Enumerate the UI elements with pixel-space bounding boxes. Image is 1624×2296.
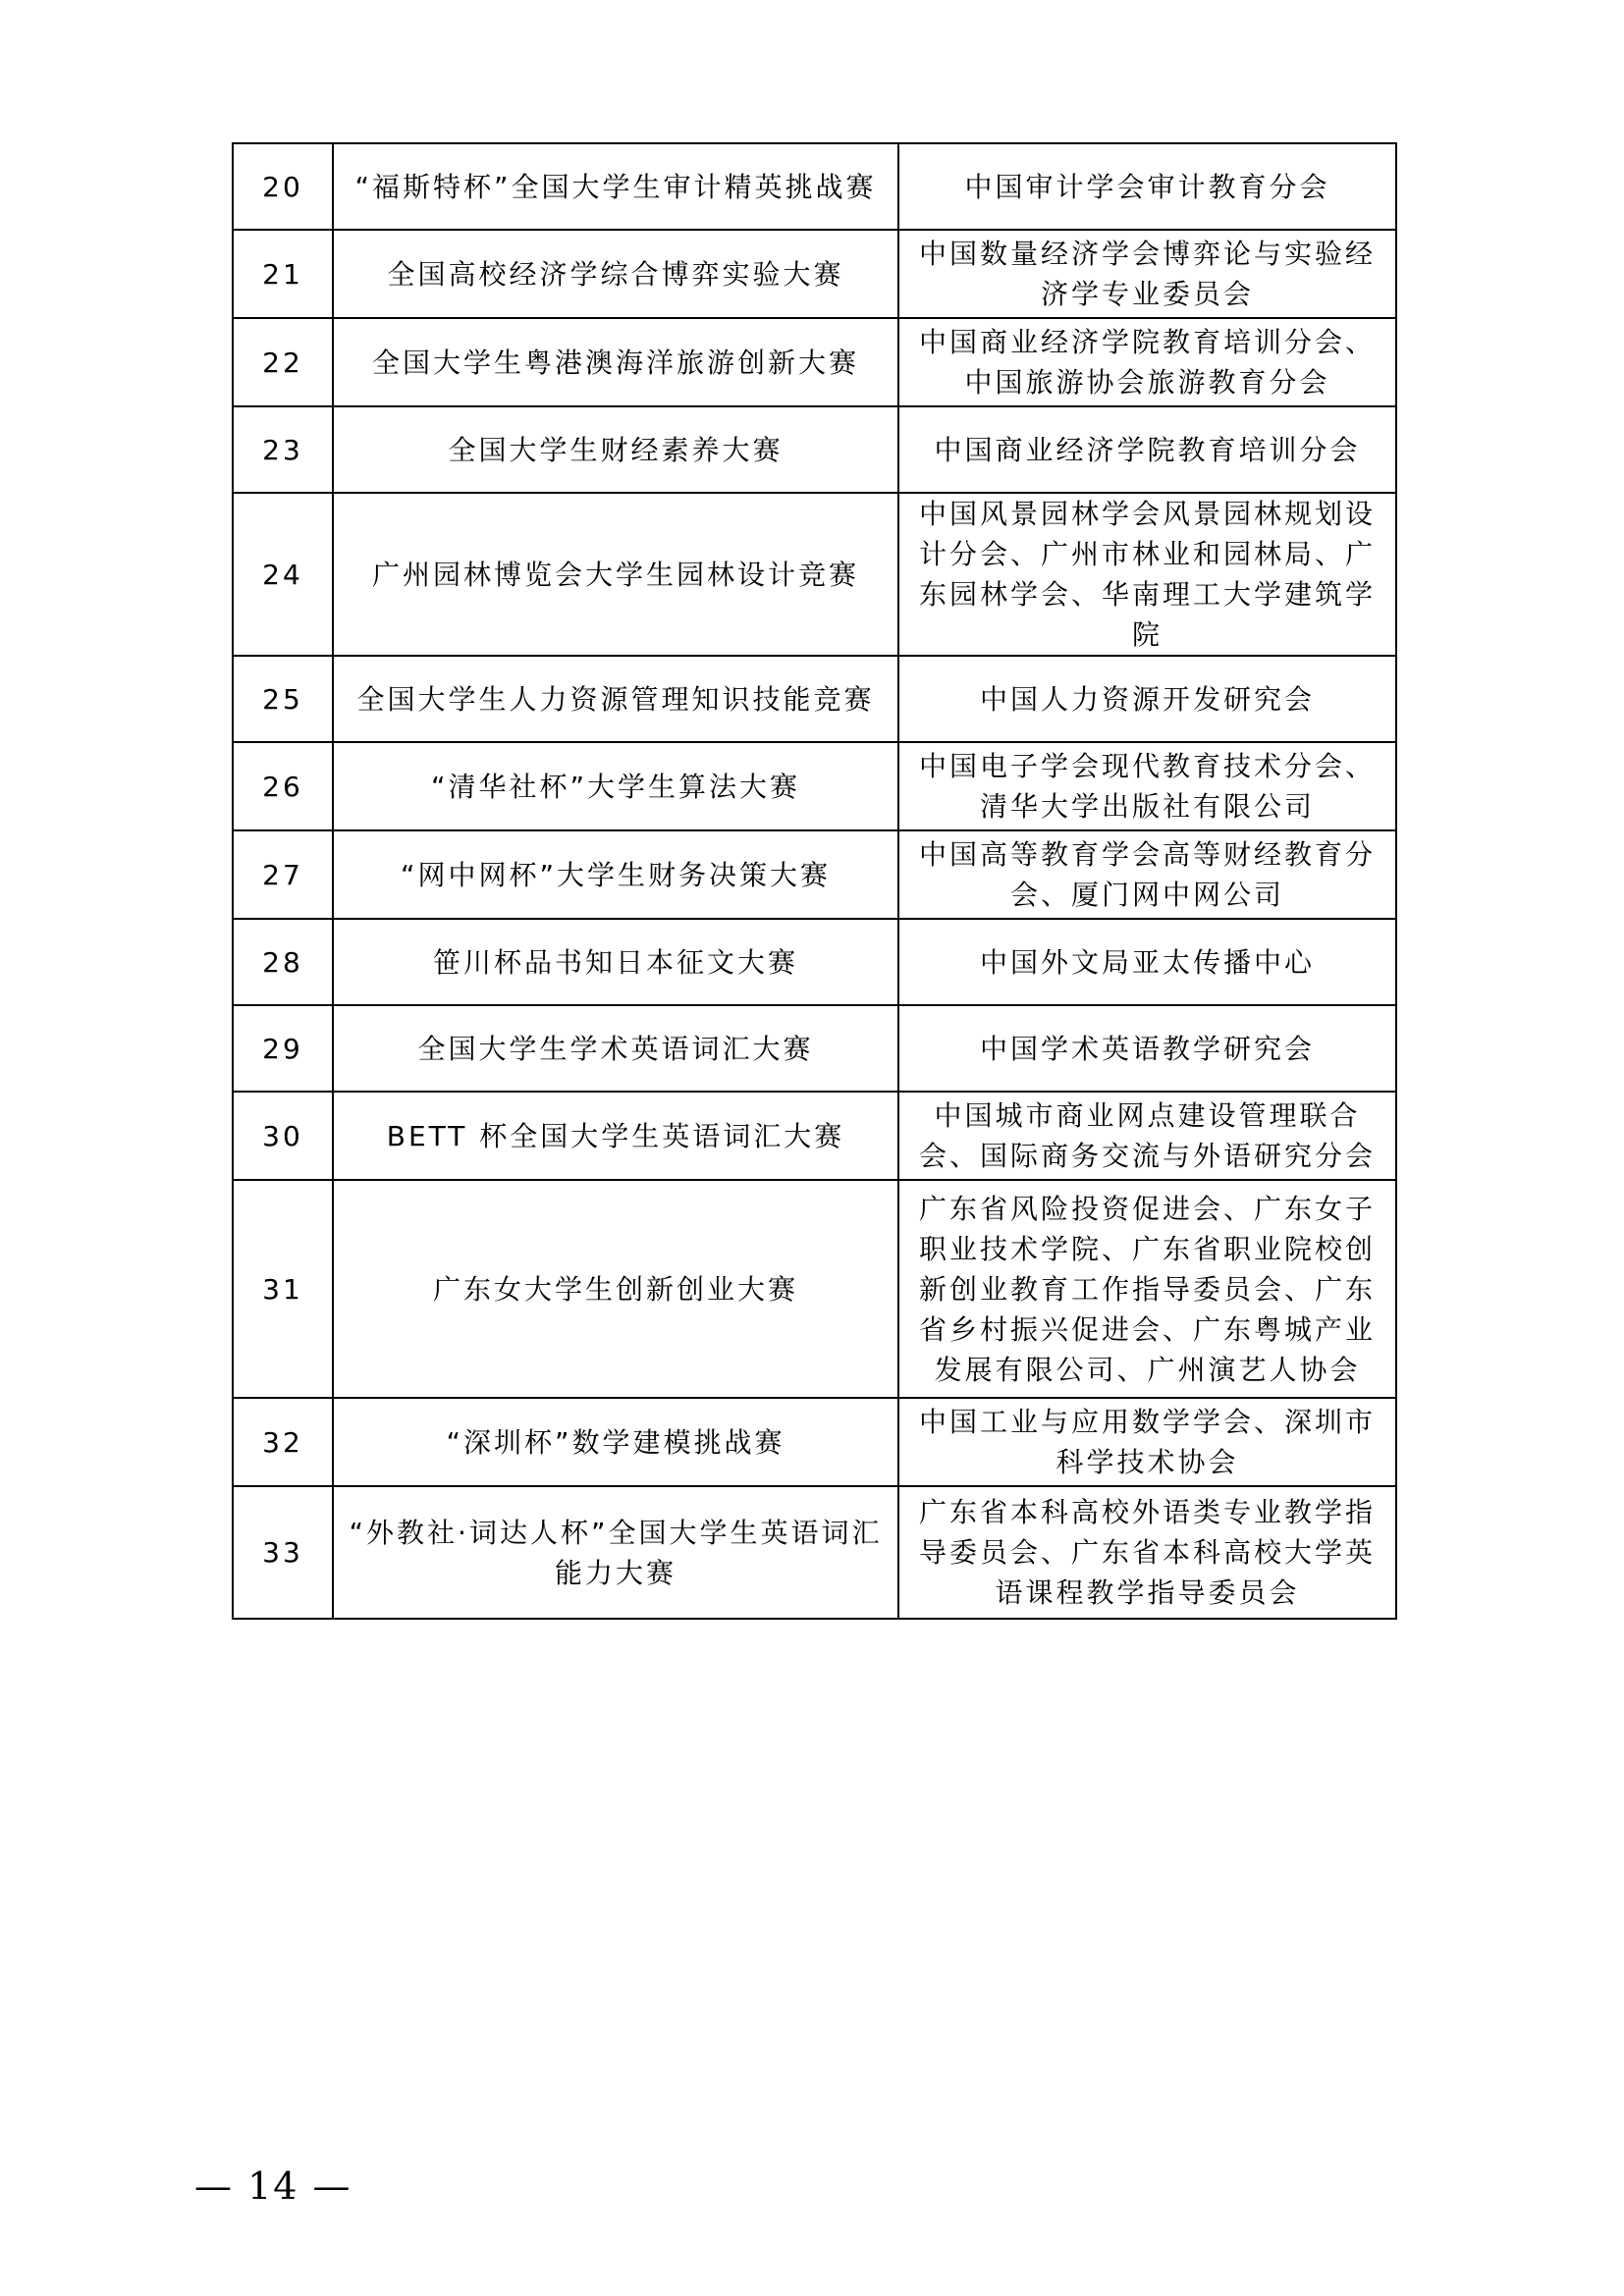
table-row [233,656,1396,742]
table-row [233,406,1396,493]
competition-name: “深圳杯”数学建模挑战赛 [333,1398,898,1486]
organizer: 中国商业经济学院教育培训分会 [898,406,1396,493]
organizer: 中国商业经济学院教育培训分会、中国旅游协会旅游教育分会 [898,318,1396,406]
organizer: 中国风景园林学会风景园林规划设计分会、广州市林业和园林局、广东园林学会、华南理工大学建筑学院 [898,493,1396,656]
competition-name: “福斯特杯”全国大学生审计精英挑战赛 [333,143,898,230]
row-number: 23 [233,406,333,493]
table-row [233,1005,1396,1092]
table-row [233,493,1396,656]
row-number: 21 [233,230,333,318]
row-number: 30 [233,1092,333,1180]
competition-name: BETT 杯全国大学生英语词汇大赛 [333,1092,898,1180]
competition-name: 广东女大学生创新创业大赛 [333,1180,898,1398]
competition-name: 全国大学生学术英语词汇大赛 [333,1005,898,1092]
page-number: — 14 — [194,2164,352,2208]
table-row [233,1398,1396,1486]
row-number: 26 [233,742,333,830]
table-row [233,830,1396,919]
row-number: 20 [233,143,333,230]
row-number: 28 [233,919,333,1005]
organizer: 中国人力资源开发研究会 [898,656,1396,742]
row-number: 29 [233,1005,333,1092]
organizer: 中国外文局亚太传播中心 [898,919,1396,1005]
organizer: 广东省本科高校外语类专业教学指导委员会、广东省本科高校大学英语课程教学指导委员会 [898,1486,1396,1619]
row-number: 22 [233,318,333,406]
table-row [233,230,1396,318]
competition-table [232,142,1397,1620]
table-row [233,143,1396,230]
organizer: 中国审计学会审计教育分会 [898,143,1396,230]
table-row [233,318,1396,406]
competition-name: 全国高校经济学综合博弈实验大赛 [333,230,898,318]
row-number: 32 [233,1398,333,1486]
organizer: 中国电子学会现代教育技术分会、清华大学出版社有限公司 [898,742,1396,830]
competition-name: 广州园林博览会大学生园林设计竞赛 [333,493,898,656]
table-row [233,1180,1396,1398]
organizer: 广东省风险投资促进会、广东女子职业技术学院、广东省职业院校创新创业教育工作指导委员会、广东省乡村振兴促进会、广东粤城产业发展有限公司、广州演艺人协会 [898,1180,1396,1398]
organizer: 中国学术英语教学研究会 [898,1005,1396,1092]
competition-name: “外教社·词达人杯”全国大学生英语词汇能力大赛 [333,1486,898,1619]
organizer: 中国数量经济学会博弈论与实验经济学专业委员会 [898,230,1396,318]
competition-name: “清华社杯”大学生算法大赛 [333,742,898,830]
competition-name: “网中网杯”大学生财务决策大赛 [333,830,898,919]
table-row [233,919,1396,1005]
row-number: 31 [233,1180,333,1398]
competition-name: 笹川杯品书知日本征文大赛 [333,919,898,1005]
row-number: 25 [233,656,333,742]
competition-name: 全国大学生粤港澳海洋旅游创新大赛 [333,318,898,406]
table-row [233,1486,1396,1619]
organizer: 中国城市商业网点建设管理联合会、国际商务交流与外语研究分会 [898,1092,1396,1180]
competition-name: 全国大学生人力资源管理知识技能竞赛 [333,656,898,742]
table-row [233,742,1396,830]
row-number: 24 [233,493,333,656]
competition-name: 全国大学生财经素养大赛 [333,406,898,493]
table-row [233,1092,1396,1180]
row-number: 33 [233,1486,333,1619]
organizer: 中国高等教育学会高等财经教育分会、厦门网中网公司 [898,830,1396,919]
organizer: 中国工业与应用数学学会、深圳市科学技术协会 [898,1398,1396,1486]
row-number: 27 [233,830,333,919]
